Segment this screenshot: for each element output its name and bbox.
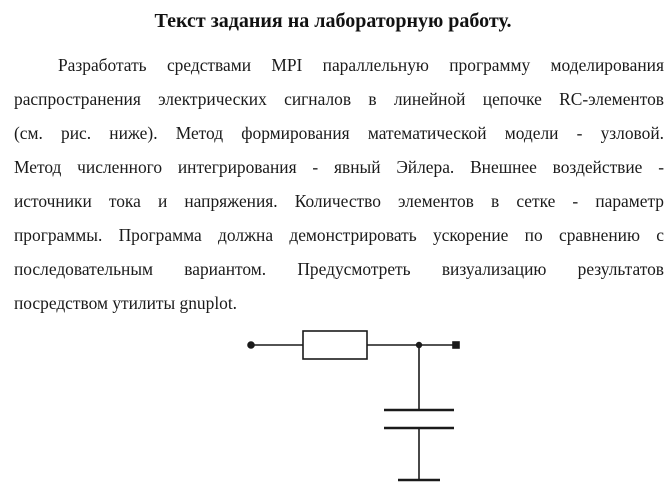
paragraph-line-4: Метод численного интегрирования - явный Эйлера. Внешнее воздействие - bbox=[14, 157, 664, 177]
output-terminal bbox=[453, 342, 459, 348]
paragraph-line-2: распространения электрических сигналов в линейной цепочке RC-элементов bbox=[14, 89, 664, 109]
paragraph-line-3: (см. рис. ниже). Метод формирования математической модели - узловой. bbox=[14, 123, 664, 143]
page-title: Текст задания на лабораторную работу. bbox=[154, 10, 512, 32]
paragraph-line-6: программы. Программа должна демонстрировать ускорение по сравнению с bbox=[14, 225, 664, 245]
paragraph-line-1: Разработать средствами MPI параллельную программу моделирования bbox=[58, 55, 664, 75]
paragraph-line-7: последовательным вариантом. Предусмотреть визуализацию результатов bbox=[14, 259, 664, 279]
resistor-symbol bbox=[303, 331, 367, 359]
paragraph-line-5: источники тока и напряжения. Количество элементов в сетке - параметр bbox=[14, 191, 664, 211]
paragraph-line-8: посредством утилиты gnuplot. bbox=[14, 293, 238, 313]
rc-circuit bbox=[248, 331, 459, 480]
